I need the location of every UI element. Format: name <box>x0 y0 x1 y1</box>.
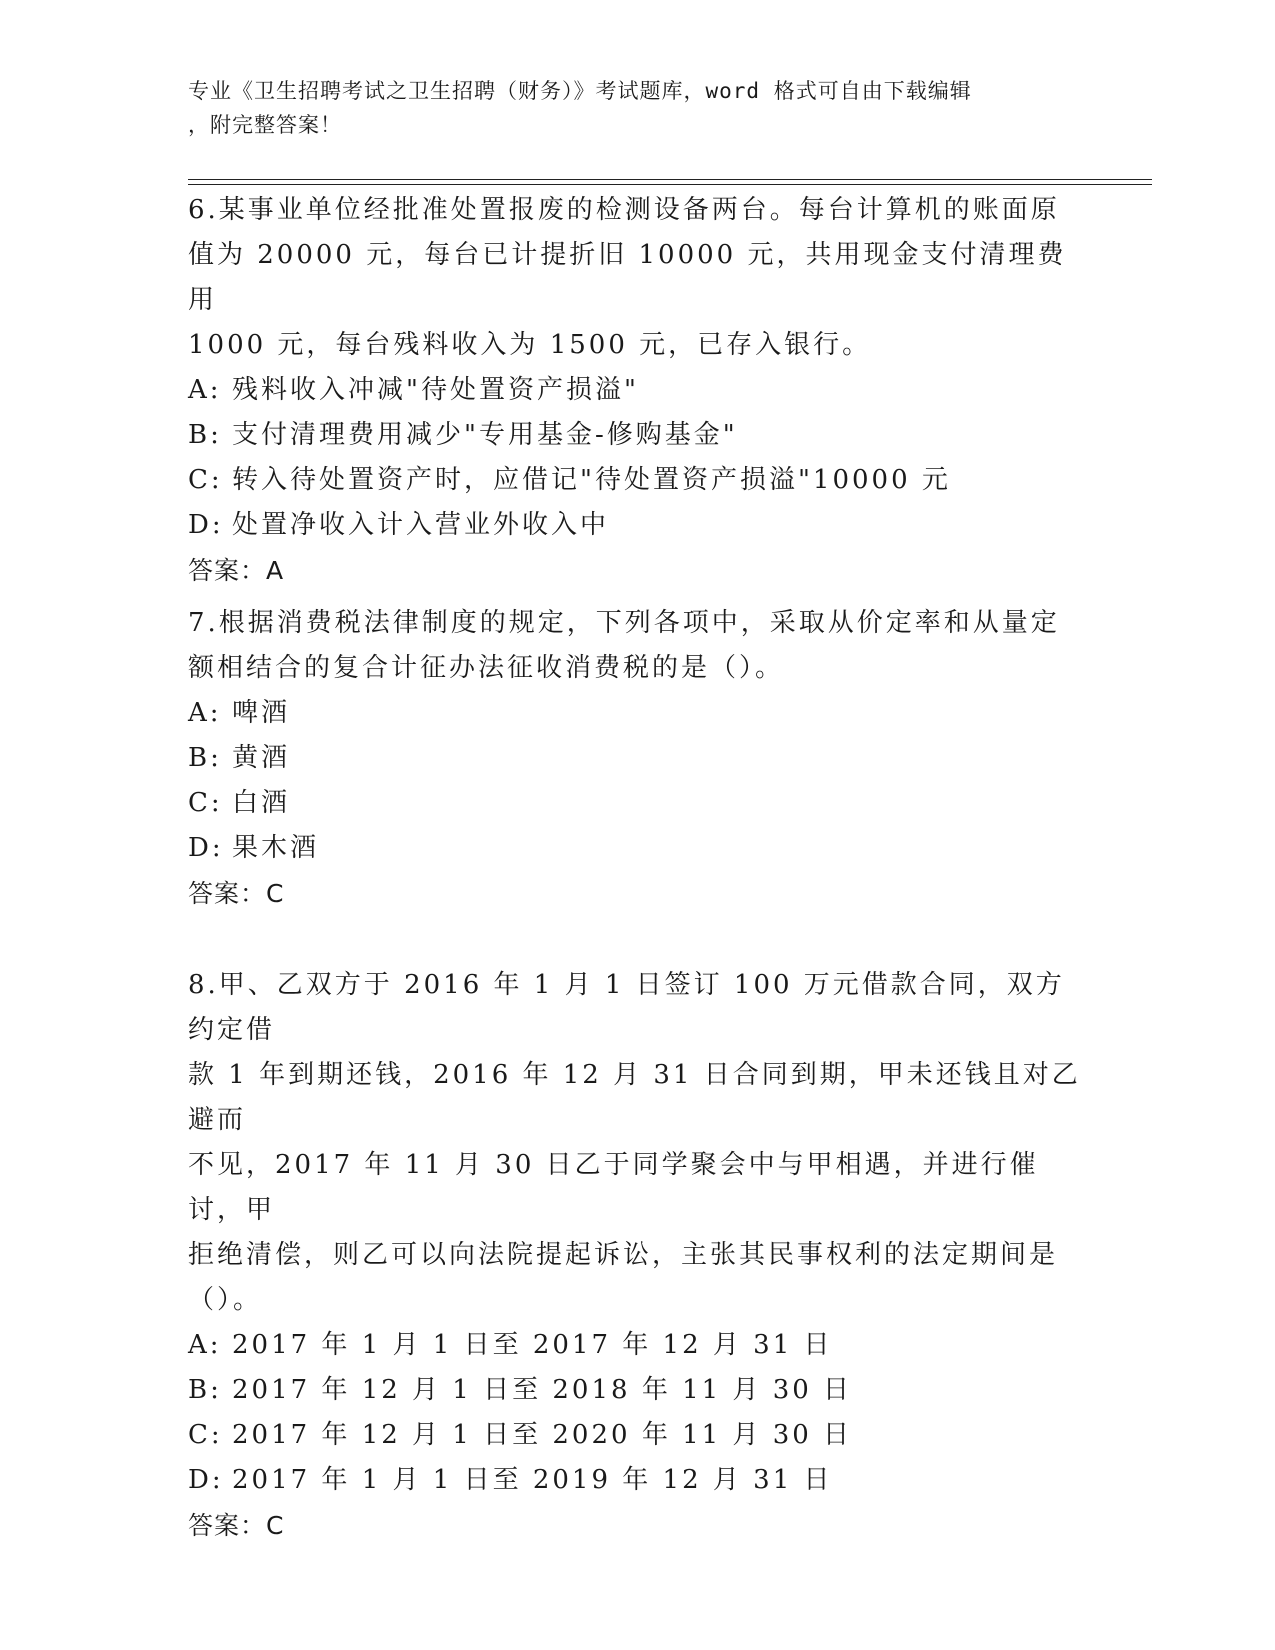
option-text: 黄酒 <box>232 743 291 773</box>
option-text: 2017 年 1 月 1 日至 2017 年 12 月 31 日 <box>232 1330 833 1360</box>
option-text: 2017 年 12 月 1 日至 2018 年 11 月 30 日 <box>232 1375 853 1405</box>
answer-line: 答案：C <box>188 879 285 908</box>
header-divider-top <box>188 179 1152 180</box>
option-d <box>188 1458 1088 1503</box>
header-line-2: ，附完整答案！ <box>188 113 342 137</box>
option-letter: B: <box>188 1375 222 1405</box>
option-c <box>188 781 1088 826</box>
option-letter: D: <box>188 510 224 540</box>
option-a <box>188 1323 1088 1368</box>
option-b <box>188 1368 1088 1413</box>
option-text: 残料收入冲减"待处置资产损溢" <box>232 375 639 405</box>
question-stem-line: 8.甲、乙双方于 2016 年 1 月 1 日签订 100 万元借款合同，双方约定借 <box>188 970 1065 1045</box>
question-stem-line: 额相结合的复合计征办法征收消费税的是（）。 <box>188 653 785 683</box>
question-7 <box>188 601 1088 917</box>
header-line-1: 专业《卫生招聘考试之卫生招聘（财务）》考试题库，word 格式可自由下载编辑 <box>188 79 972 103</box>
option-a <box>188 368 1088 413</box>
option-text: 2017 年 1 月 1 日至 2019 年 12 月 31 日 <box>232 1465 833 1495</box>
option-text: 果木酒 <box>232 833 320 863</box>
question-8 <box>188 963 1088 1549</box>
option-letter: A: <box>188 1330 222 1360</box>
option-text: 转入待处置资产时，应借记"待处置资产损溢"10000 元 <box>232 465 951 495</box>
option-d <box>188 503 1088 548</box>
question-stem-line: 拒绝清偿，则乙可以向法院提起诉讼，主张其民事权利的法定期间是 <box>188 1240 1059 1270</box>
option-letter: D: <box>188 833 224 863</box>
option-d <box>188 826 1088 871</box>
option-b <box>188 736 1088 781</box>
question-stem-line: 款 1 年到期还钱，2016 年 12 月 31 日合同到期，甲未还钱且对乙避而 <box>188 1060 1081 1135</box>
option-text: 处置净收入计入营业外收入中 <box>232 510 610 540</box>
question-stem-line: 1000 元，每台残料收入为 1500 元，已存入银行。 <box>188 330 872 360</box>
answer-line: 答案：C <box>188 1511 285 1540</box>
answer-line: 答案：A <box>188 556 285 585</box>
question-stem-line: 7.根据消费税法律制度的规定，下列各项中，采取从价定率和从量定 <box>188 608 1060 638</box>
question-stem-line: （）。 <box>188 1285 263 1315</box>
option-letter: D: <box>188 1465 224 1495</box>
option-letter: C: <box>188 465 223 495</box>
option-a <box>188 691 1088 736</box>
option-text: 白酒 <box>232 788 291 818</box>
question-stem-line: 6.某事业单位经批准处置报废的检测设备两台。每台计算机的账面原 <box>188 195 1060 225</box>
option-letter: B: <box>188 743 222 773</box>
option-c <box>188 458 1088 503</box>
document-header <box>188 74 1068 142</box>
option-c <box>188 1413 1088 1458</box>
option-letter: C: <box>188 788 223 818</box>
option-text: 支付清理费用减少"专用基金-修购基金" <box>232 420 738 450</box>
option-text: 2017 年 12 月 1 日至 2020 年 11 月 30 日 <box>232 1420 853 1450</box>
question-6 <box>188 188 1088 594</box>
question-stem-line: 不见，2017 年 11 月 30 日乙于同学聚会中与甲相遇，并进行催讨，甲 <box>188 1150 1039 1225</box>
option-letter: C: <box>188 1420 223 1450</box>
option-letter: A: <box>188 375 222 405</box>
option-letter: B: <box>188 420 222 450</box>
header-divider-bottom <box>188 184 1152 185</box>
option-b <box>188 413 1088 458</box>
option-text: 啤酒 <box>232 698 291 728</box>
question-stem-line: 值为 20000 元，每台已计提折旧 10000 元，共用现金支付清理费用 <box>188 240 1067 315</box>
option-letter: A: <box>188 698 222 728</box>
